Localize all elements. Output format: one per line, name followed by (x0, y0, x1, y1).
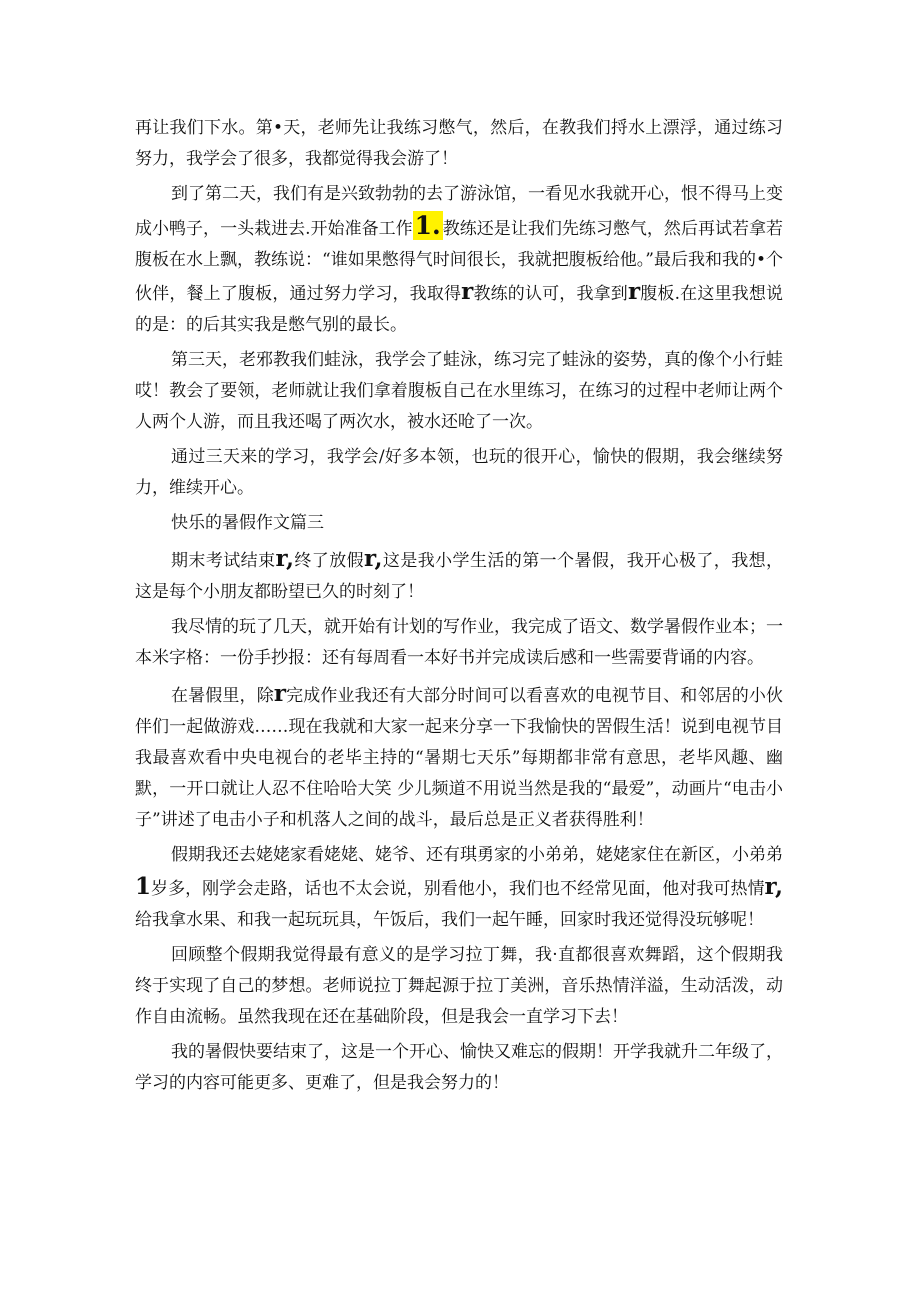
paragraph-text: 在暑假里，除 (171, 686, 274, 706)
ocr-artifact-r: r (461, 278, 474, 305)
paragraph-1 (135, 113, 783, 175)
document-body (135, 113, 783, 1103)
paragraph-text: 到了第二天，我们有是兴致勃勃的去了游泳馆，一看见水我就开心，恨不得马上变成小鸭子，一头栽进去.开始准备工作 (135, 184, 783, 239)
highlighted-number: 1. (414, 211, 441, 240)
ocr-artifact-r: r, (764, 873, 783, 900)
paragraph-text: 我的暑假快要结束了，这是一个开心、愉快又难忘的假期！开学我就升二年级了，学习的内容可能更多、更难了，但是我会努力的！ (135, 1042, 783, 1093)
ocr-artifact-r: r (627, 278, 641, 305)
paragraph-text: 回顾整个假期我觉得最有意义的是学习拉丁舞，我·直都很喜欢舞蹈，这个假期我终于实现了自己的梦想。老师说拉丁舞起源于拉丁美洲，音乐热情洋溢，生动活泼，动作自由流畅。虽然我现在还在基础阶段，但是我会一直学习下去！ (135, 945, 783, 1027)
paragraph-text: 假期我还去姥姥家看姥姥、姥爷、还有琪勇家的小弟弟，姥姥家住在新区，小弟弟 (171, 845, 783, 865)
paragraph-text: 完成作业我还有大部分时间可以看喜欢的电视节目、和邻居的小伙伴们一起做游戏……现在我就和大家一起来分享一下我愉快的罟假生活！说到电视节目我最喜欢看中央电视台的老毕主持的“暑期七天乐”每期都非常有意思，老毕风趣、幽默，一开口就让人忍不住哈哈大笑 少儿频道不用说当然是我的“最爱”，动画片“电击小子”讲述了电击小子和机落人之间的战斗，最后总是正义者获得胜利！ (135, 686, 784, 830)
paragraph-3 (135, 345, 783, 438)
paragraph-text: 通过三天来的学习，我学会/好多本领，也玩的很开心，愉快的假期，我会继续努力，维续开心。 (135, 447, 783, 498)
paragraph-10 (135, 1037, 783, 1099)
paragraph-text: 第三天，老邪教我们蛙泳，我学会了蛙泳，练习完了蛙泳的姿势，真的像个小行蛙哎！教会了要领，老师就让我们拿着腹板自己在水里练习，在练习的过程中老师让两个人两个人游，而且我还喝了两次水，被水还呛了一次。 (135, 350, 783, 432)
paragraph-text: 终了放假 (293, 551, 365, 571)
paragraph-7 (135, 678, 783, 836)
paragraph-4 (135, 442, 783, 504)
heading-text: 快乐的暑假作文篇三 (171, 513, 324, 533)
paragraph-text: 这是我小学生活的第一个暑假，我开心极了，我想，这是每个小朋友都盼望已久的时刻了！ (135, 551, 784, 602)
paragraph-text: 教练的认可，我拿到 (473, 284, 628, 304)
ocr-artifact-r: r (273, 680, 286, 707)
paragraph-5 (135, 543, 783, 608)
paragraph-9 (135, 940, 783, 1033)
paragraph-text: 教练还是让我们先练习憋气，然后再试若拿若腹板在水上飘，教练说：“谁如果憋得气时间很长，我就把腹板给他。”最后我和我的•个伙伴，餐上了腹板，通过努力学习，我取得 (135, 219, 784, 304)
paragraph-text: 岁多，刚学会走路，话也不太会说，别看他小，我们也不经常见面，他对我可热情 (151, 879, 765, 899)
paragraph-text: 再让我们下水。第•天，老师先让我练习憋气，然后，在教我们捋水上漂浮，通过练习努力，我学会了很多，我都觉得我会游了！ (135, 118, 783, 169)
paragraph-8 (135, 840, 783, 936)
paragraph-6 (135, 612, 783, 674)
ocr-artifact-r: r, (364, 545, 383, 572)
section-heading (135, 508, 783, 539)
paragraph-text: 给我拿水果、和我一起玩玩具，午饭后，我们一起午睡，回家时我还觉得没玩够呢！ (135, 910, 764, 930)
ocr-artifact-one: 1 (135, 873, 152, 900)
paragraph-2 (135, 179, 783, 341)
ocr-artifact-r: r, (275, 545, 294, 572)
paragraph-text: 腹板.在这里我想说的是：的后其实我是憋气别的最长。 (135, 284, 783, 335)
paragraph-text: 我尽情的玩了几天，就开始有计划的写作业，我完成了语文、数学暑假作业本；一本米字格：一份手抄报：还有每周看一本好书并完成读后感和一些需要背诵的内容。 (135, 617, 783, 668)
paragraph-text: 期末考试结束 (171, 551, 276, 571)
